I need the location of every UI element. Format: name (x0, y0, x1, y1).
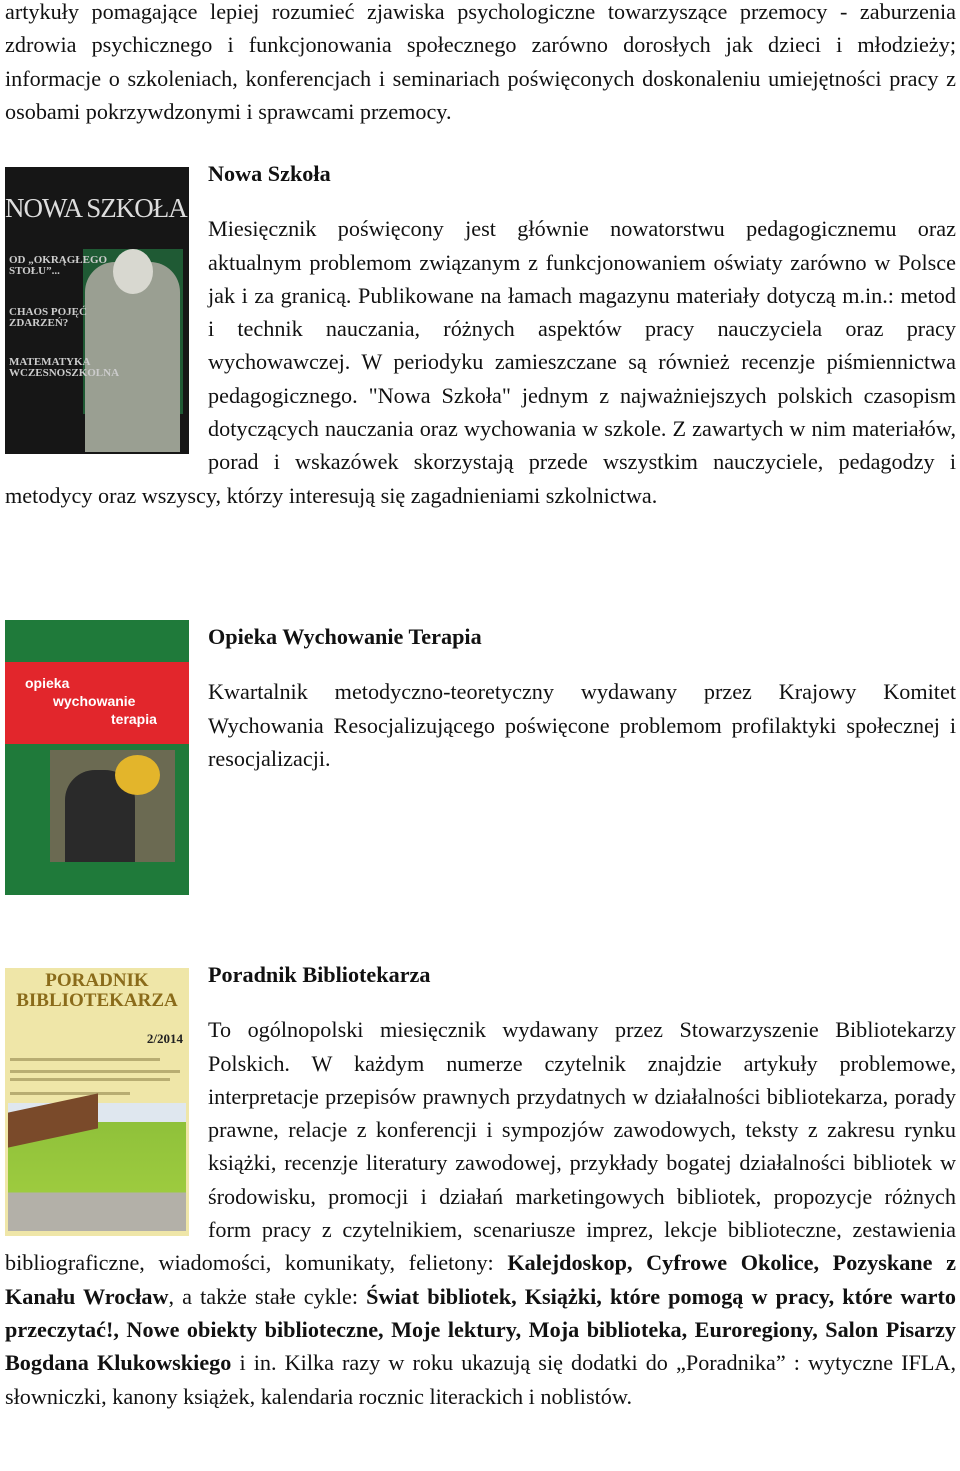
nowa-szkola-cover-image: NOWA SZKOŁA OD „OKRĄGŁEGO STOŁU”... CHAOS POJĘĆ ZDARZEŃ? MATEMATYKA WCZESNOSZKOLNA (5, 167, 189, 454)
section-opieka-wychowanie-terapia (5, 620, 956, 895)
section-title: Poradnik Bibliotekarza (208, 962, 431, 987)
section-nowa-szkola (5, 157, 956, 512)
section-body: Miesięcznik poświęcony jest głównie nowatorstwu pedagogicznemu oraz aktualnym problemom związanym z funkcjonowaniem oświaty zarówno w Polsce jak i za granicą. Publikowane na łamach magazynu materiały dotyczą m.in.: metod i technik nauczania, różnych aspektów pracy nauczyciela oraz pracy wychowawczej. W periodyku zamieszczane są również recenzje piśmiennictwa pedagogicznego. "Nowa Szkoła" jednym z najważniejszych polskich czasopism dotyczących nauczania oraz wychowania w szkole. Z zawartych w nim materiałów, porad i wskazówek skorzystają przede wszystkim nauczyciele, pedagodzy i metodycy oraz wszyscy, którzy interesują się zagadnieniami szkolnictwa. (5, 216, 956, 508)
intro-paragraph: artykuły pomagające lepiej rozumieć zjawiska psychologiczne towarzyszące przemocy - zaburzenia zdrowia psychicznego i funkcjonowania społecznego zarówno dorosłych jak dzieci i młodzieży; informacje o szkoleniach, konferencjach i seminariach poświęconych doskonaleniu umiejętności pracy z osobami pokrzywdzonymi i sprawcami przemocy. (5, 0, 956, 124)
poradnik-bibliotekarza-cover-image: PORADNIK BIBLIOTEKARZA 2/2014 (5, 968, 189, 1236)
section-poradnik-bibliotekarza (5, 958, 956, 1413)
section-body: To ogólnopolski miesięcznik wydawany przez Stowarzyszenie Bibliotekarzy Polskich. W każdym numerze czytelnik znajdzie artykuły problemowe, interpretacje przepisów prawnych przydatnych w działalności bibliotekarza, porady prawne, relacje z konferencji i sympozjów zawodowych, teksty z zakresu rynku książki, recenzje literatury zawodowej, przykłady bogatej działalności bibliotek w środowisku, promocji i działań marketingowych bibliotek, propozycje różnych form pracy z czytelnikiem, scenariusze imprez, lekcje biblioteczne, zestawienia bibliograficzne, wiadomości, komunikaty, felietony: Kalejdoskop, Cyfrowe Okolice, Pozyskane z Kanału Wrocław, a także stałe cykle: Świat bibliotek, Książki, które pomogą w pracy, które warto przeczytać!, Nowe obiekty biblioteczne, Moje lektury, Moja biblioteka, Euroregiony, Salon Pisarzy Bogdana Klukowskiego i in. Kilka razy w roku ukazują się dodatki do „Poradnika” : wytyczne IFLA, słowniczki, kanony książek, kalendaria rocznic literackich i noblistów. (5, 1017, 956, 1409)
section-body: Kwartalnik metodyczno-teoretyczny wydawany przez Krajowy Komitet Wychowania Resocjalizującego poświęcone problemom profilaktyki społecznej i resocjalizacji. (208, 679, 956, 771)
section-title: Nowa Szkoła (208, 161, 331, 186)
section-title: Opieka Wychowanie Terapia (208, 624, 482, 649)
opieka-wychowanie-terapia-cover-image: opieka wychowanie terapia (5, 620, 189, 895)
